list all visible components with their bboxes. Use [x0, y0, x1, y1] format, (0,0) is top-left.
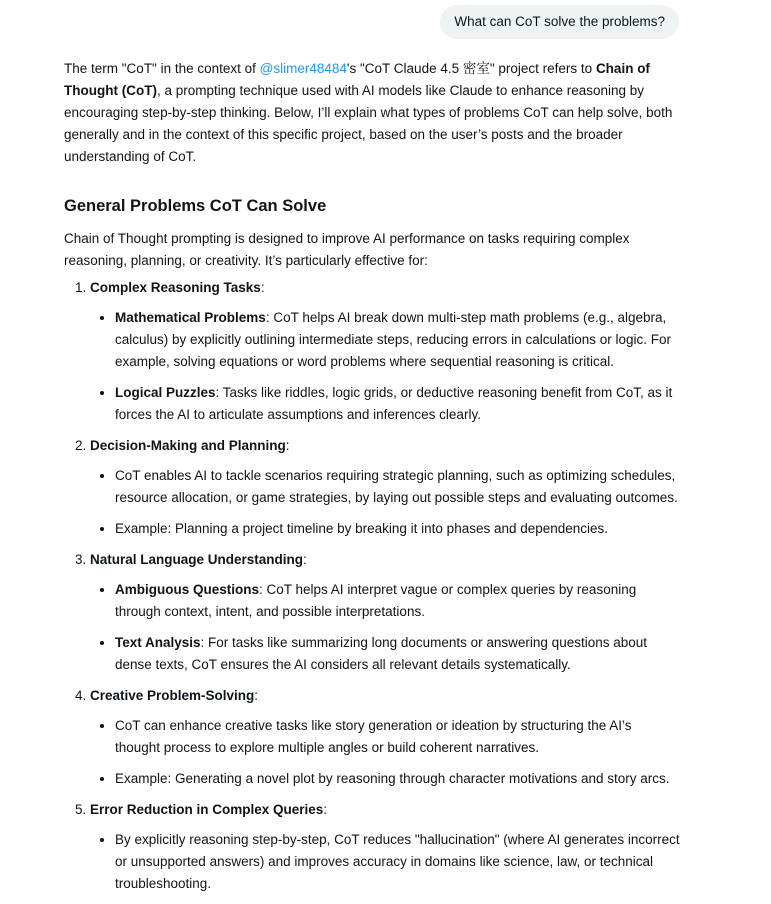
bullet-list [90, 465, 680, 540]
category-title: 3. Natural Language Understanding: [90, 552, 307, 567]
intro-text-2: 's "CoT Claude 4.5 密室" project refers to [346, 61, 596, 76]
bullet-item: • CoT enables AI to tackle scenarios requiring strategic planning, such as optimizing schedules, resource allocation, or game strategies, by laying out possible steps and evaluating outcomes. [115, 465, 680, 509]
bullet-list [90, 829, 680, 895]
list-item [90, 277, 680, 426]
list-item [90, 685, 680, 790]
problem-list [64, 277, 680, 895]
bullet-item: • Text Analysis: For tasks like summarizing long documents or answering questions about dense texts, CoT ensures the AI considers all relevant details systematically. [115, 632, 680, 676]
category-title: 2. Decision-Making and Planning: [90, 438, 290, 453]
list-item [90, 549, 680, 676]
assistant-response [64, 58, 680, 904]
list-item [90, 435, 680, 540]
bullet-item: • Mathematical Problems: CoT helps AI break down multi-step math problems (e.g., algebra, calculus) by explicitly outlining intermediate steps, reducing errors in calculations or logic. For example, solving equations or word problems where sequential reasoning is critical. [115, 307, 680, 373]
user-message-row [0, 0, 771, 58]
bullet-list [90, 715, 680, 790]
intro-bold: Chain of Thought (CoT) [64, 61, 650, 98]
bullet-item: • CoT can enhance creative tasks like story generation or ideation by structuring the AI’s thought process to explore multiple angles or build coherent narratives. [115, 715, 680, 759]
category-title: 4. Creative Problem-Solving: [90, 688, 259, 703]
bullet-item: • Example: Planning a project timeline by breaking it into phases and dependencies. [115, 518, 680, 540]
bullet-list [90, 307, 680, 426]
intro-text-3: , a prompting technique used with AI models like Claude to enhance reasoning by encouraging step-by-step thinking. Below, I’ll explain what types of problems CoT can help solve, both generally and in the context of this specific project, based on the user’s posts and the broader understanding of CoT. [64, 83, 673, 164]
bullet-item: • Example: Generating a novel plot by reasoning through character motivations and story arcs. [115, 768, 680, 790]
bullet-item: • Logical Puzzles: Tasks like riddles, logic grids, or deductive reasoning benefit from CoT, as it forces the AI to articulate assumptions and inferences clearly. [115, 382, 680, 426]
intro-paragraph [64, 58, 680, 168]
intro-text-1: The term "CoT" in the context of [64, 61, 260, 76]
user-mention-link[interactable]: @slimer48484 [259, 61, 347, 76]
user-message-bubble: What can CoT solve the problems? [440, 5, 679, 39]
lead-paragraph: Chain of Thought prompting is designed to improve AI performance on tasks requiring complex reasoning, planning, or creativity. It’s particularly effective for: [64, 231, 630, 268]
list-item [90, 799, 680, 895]
section-heading: General Problems CoT Can Solve [64, 197, 327, 215]
bullet-item: • By explicitly reasoning step-by-step, CoT reduces "hallucination" (where AI generates incorrect or unsupported answers) and improves accuracy in domains like science, law, or technical troubleshooting. [115, 829, 680, 895]
category-title: 1. Complex Reasoning Tasks: [90, 280, 265, 295]
category-title: 5. Error Reduction in Complex Queries: [90, 802, 328, 817]
bullet-list [90, 579, 680, 676]
bullet-item: • Ambiguous Questions: CoT helps AI interpret vague or complex queries by reasoning through context, intent, and possible interpretations. [115, 579, 680, 623]
